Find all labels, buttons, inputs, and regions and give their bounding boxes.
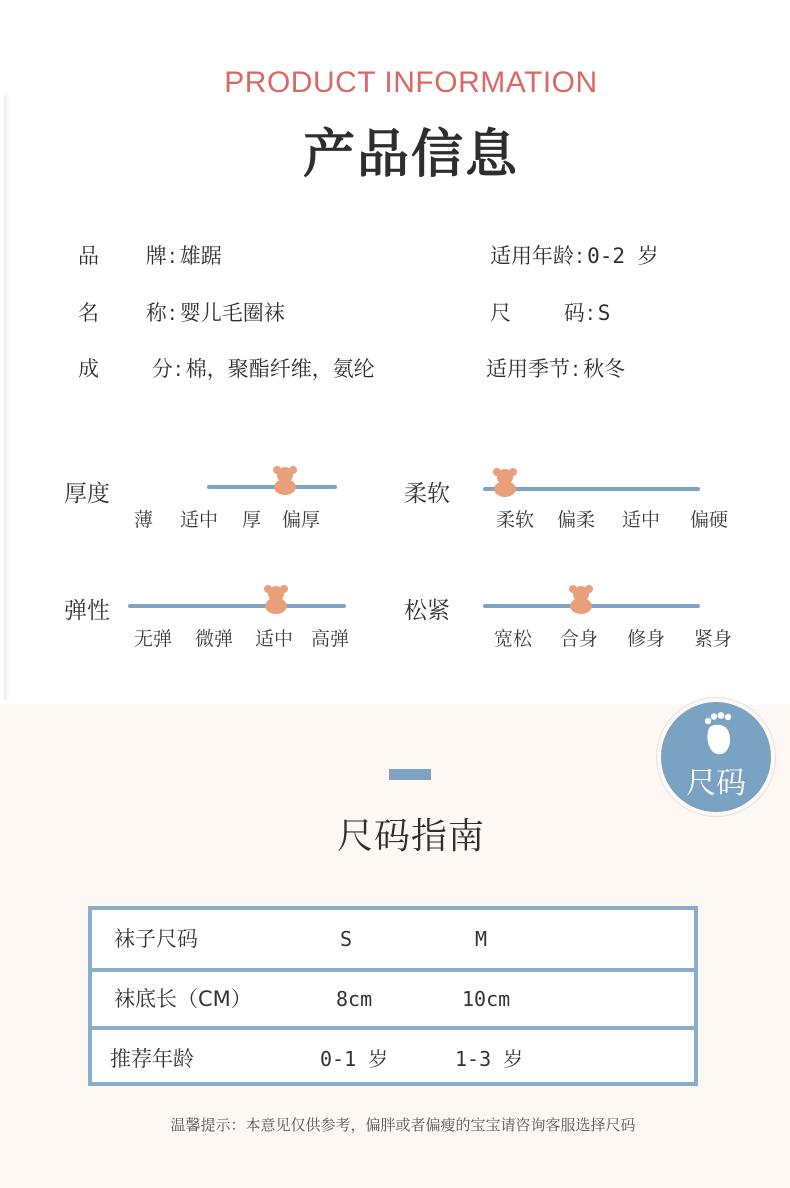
bear-knob-icon	[268, 462, 302, 496]
bear-knob-icon	[564, 581, 598, 615]
slider-elasticity-option: 无弹	[134, 628, 173, 650]
table-row-head: 袜底长（CM）	[114, 987, 252, 1011]
slider-thickness-option: 厚	[242, 509, 262, 531]
slider-fit-option: 合身	[560, 628, 599, 650]
slider-softness-option: 适中	[622, 509, 661, 531]
slider-elasticity-option: 高弹	[311, 628, 350, 650]
slider-fit-label: 松紧	[404, 598, 450, 624]
info-name-colon: :	[168, 301, 176, 325]
table-row	[92, 968, 694, 1026]
info-material-colon: :	[174, 357, 182, 381]
table-cell-s: 0-1 岁	[320, 1047, 389, 1071]
size-badge	[657, 698, 775, 816]
bear-knob-icon	[259, 581, 293, 615]
slider-thickness-option: 适中	[180, 509, 219, 531]
info-material-label-1: 成	[78, 357, 99, 381]
slider-thickness-option: 薄	[134, 509, 154, 531]
slider-softness-option: 偏柔	[557, 509, 596, 531]
info-size-label-1: 尺	[490, 301, 511, 325]
bear-knob-icon	[488, 464, 522, 498]
info-name	[78, 297, 285, 327]
slider-elasticity-label: 弹性	[64, 598, 110, 624]
slider-elasticity-track	[128, 604, 346, 608]
size-badge-label: 尺码	[686, 766, 746, 801]
table-cell-m: 10cm	[462, 987, 511, 1011]
info-name-label-1: 名	[78, 301, 99, 325]
info-material-value: 棉，聚酯纤维，氨纶	[185, 357, 375, 381]
info-age	[490, 240, 659, 270]
table-row-head: 推荐年龄	[110, 1047, 194, 1071]
info-season	[486, 353, 625, 383]
info-size-value: S	[597, 301, 611, 325]
slider-thickness-option: 偏厚	[282, 509, 321, 531]
info-age-value: 0-2 岁	[587, 244, 659, 268]
table-cell-s: S	[340, 927, 353, 951]
info-size-label-2: 码	[563, 301, 585, 325]
table-cell-s: 8cm	[336, 987, 373, 1011]
info-season-value: 秋冬	[583, 357, 626, 381]
table-row	[92, 910, 694, 968]
info-brand-colon: :	[168, 244, 176, 268]
chinese-title: 产品信息	[302, 125, 519, 185]
info-age-label: 适用年龄	[490, 244, 574, 268]
slider-softness-option: 偏硬	[690, 509, 729, 531]
size-guide-title: 尺码指南	[336, 816, 485, 857]
slider-fit-option: 修身	[627, 628, 666, 650]
table-row-head: 袜子尺码	[114, 927, 198, 951]
table-cell-m: 1-3 岁	[455, 1047, 524, 1071]
info-size	[490, 297, 610, 327]
size-table	[88, 906, 698, 1086]
info-size-colon: :	[586, 301, 594, 325]
info-age-colon: :	[576, 244, 584, 268]
info-brand-label-2: 牌	[145, 244, 167, 268]
slider-softness-label: 柔软	[404, 481, 450, 507]
slider-fit-option: 紧身	[694, 628, 733, 650]
slider-thickness-label: 厚度	[64, 481, 110, 507]
info-season-label: 适用季节	[486, 357, 570, 381]
english-title: PRODUCT INFORMATION	[224, 66, 598, 99]
baby-foot-icon	[703, 712, 737, 756]
info-name-value: 婴儿毛圈袜	[179, 301, 285, 325]
slider-fit-option: 宽松	[494, 628, 533, 650]
size-tip: 温馨提示：本意见仅供参考，偏胖或者偏瘦的宝宝请咨询客服选择尺码	[170, 1116, 636, 1134]
info-material-label-2: 分	[151, 357, 173, 381]
info-brand	[78, 240, 222, 270]
info-brand-label-1: 品	[78, 244, 99, 268]
section-dash	[389, 769, 431, 780]
info-brand-value: 雄踞	[179, 244, 222, 268]
info-name-label-2: 称	[145, 301, 167, 325]
table-cell-m: M	[475, 927, 488, 951]
slider-elasticity-option: 适中	[255, 628, 294, 650]
slider-softness-option: 柔软	[496, 509, 535, 531]
table-row	[92, 1026, 694, 1084]
info-material	[78, 353, 375, 383]
slider-elasticity-option: 微弹	[195, 628, 234, 650]
info-season-colon: :	[572, 357, 580, 381]
